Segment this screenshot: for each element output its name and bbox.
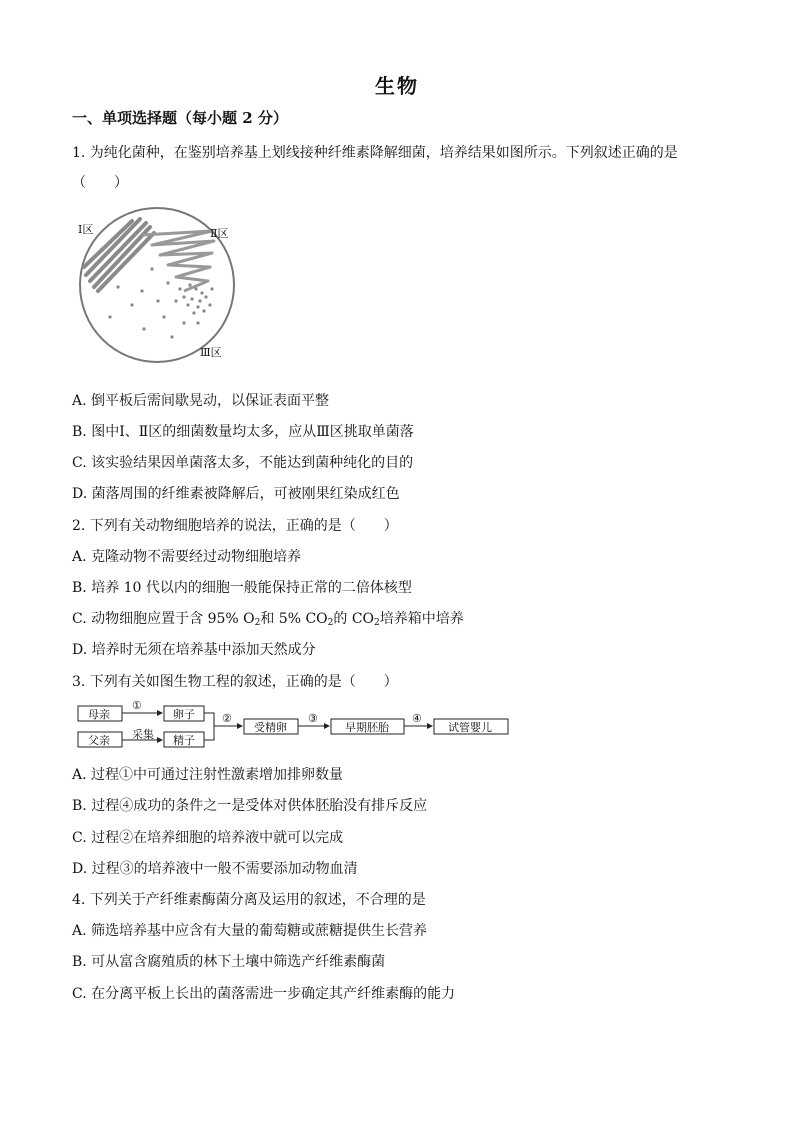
ivf-flow-diagram	[76, 699, 516, 751]
q2-option-c-text-2: 和 5% CO	[260, 611, 328, 627]
label-step3: ③	[308, 712, 318, 725]
q3-stem: 3. 下列有关如图生物工程的叙述，正确的是（ ）	[72, 674, 398, 690]
bracket-join	[204, 713, 214, 740]
q2-option-d: D. 培养时无须在培养基中添加天然成分	[72, 642, 316, 658]
q2-option-c-sub-3: 2	[374, 618, 380, 628]
q3-option-c: C. 过程②在培养细胞的培养液中就可以完成	[72, 830, 344, 846]
label-zygote: 受精卵	[254, 721, 287, 734]
q1-answer-paren: （ ）	[72, 175, 128, 191]
q3-option-b: B. 过程④成功的条件之一是受体对供体胚胎没有排斥反应	[72, 798, 428, 814]
label-baby: 试管婴儿	[448, 721, 492, 734]
q1-option-b: B. 图中Ⅰ、Ⅱ区的细菌数量均太多，应从Ⅲ区挑取单菌落	[72, 424, 414, 440]
q2-option-c	[72, 608, 464, 628]
q1-option-d: D. 菌落周围的纤维素被降解后，可被刚果红染成红色	[72, 486, 400, 502]
q2-stem: 2. 下列有关动物细胞培养的说法，正确的是（ ）	[72, 518, 398, 534]
q2-option-c-sub-1: 2	[254, 618, 261, 628]
q4-stem: 4. 下列关于产纤维素酶菌分离及运用的叙述，不合理的是	[72, 892, 426, 908]
label-step4: ④	[412, 712, 422, 725]
q3-option-a: A. 过程①中可通过注射性激素增加排卵数量	[72, 767, 344, 783]
zone3-colonies	[108, 267, 213, 338]
q2-option-a: A. 克隆动物不需要经过动物细胞培养	[72, 549, 302, 565]
zone2-streaks	[142, 231, 214, 291]
q4-option-b: B. 可从富含腐殖质的林下土壤中筛选产纤维素酶菌	[72, 954, 386, 970]
petri-dish-figure	[72, 205, 242, 365]
q2-option-c-text-3: 的 CO	[333, 611, 375, 627]
q2-option-b: B. 培养 10 代以内的细胞一般能保持正常的二倍体核型	[72, 580, 412, 596]
q1-option-a: A. 倒平板后需间歇晃动，以保证表面平整	[72, 393, 330, 409]
label-mother: 母亲	[88, 708, 110, 721]
q2-option-c-text-4: 培养箱中培养	[379, 611, 464, 627]
page-title: 生物	[375, 74, 419, 98]
zone1-label: Ⅰ区	[78, 223, 94, 236]
zone3-label: Ⅲ区	[200, 346, 222, 359]
zone1-streaks	[84, 219, 154, 291]
label-egg: 卵子	[173, 708, 195, 721]
q3-option-d: D. 过程③的培养液中一般不需要添加动物血清	[72, 861, 358, 877]
q1-option-c: C. 该实验结果因单菌落太多，不能达到菌种纯化的目的	[72, 455, 414, 471]
label-step1: ①	[132, 699, 142, 712]
q2-option-c-text-1: C. 动物细胞应置于含 95% O	[72, 611, 255, 627]
label-embryo: 早期胚胎	[345, 721, 389, 734]
section-heading: 一、单项选择题（每小题 2 分）	[72, 109, 288, 127]
label-sperm: 精子	[173, 734, 195, 747]
q1-stem: 1. 为纯化菌种，在鉴别培养基上划线接种纤维素降解细菌，培养结果如图所示。下列叙述正确的是	[72, 145, 678, 161]
zone2-label: Ⅱ区	[210, 227, 229, 240]
label-step2: ②	[222, 712, 232, 725]
label-collect: 采集	[132, 728, 154, 741]
label-father: 父亲	[88, 734, 110, 747]
q2-option-c-sub-2: 2	[327, 618, 334, 628]
q4-option-c: C. 在分离平板上长出的菌落需进一步确定其产纤维素酶的能力	[72, 986, 456, 1002]
q4-option-a: A. 筛选培养基中应含有大量的葡萄糖或蔗糖提供生长营养	[72, 923, 428, 939]
